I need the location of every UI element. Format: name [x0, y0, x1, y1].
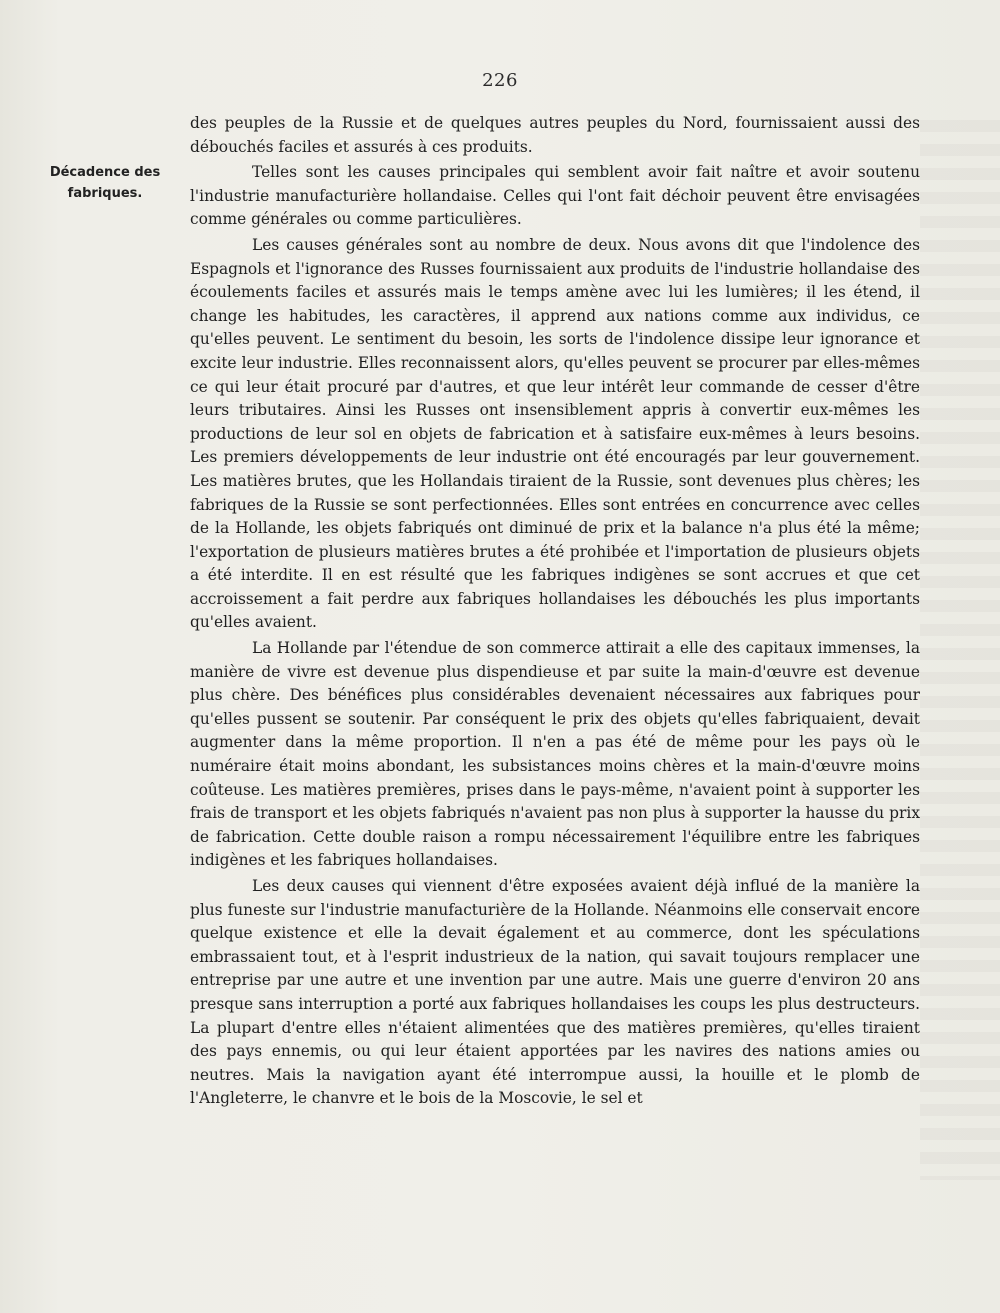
paragraph-continuation: des peuples de la Russie et de quelques autres peuples du Nord, fournissaient aussi des débouchés faciles et assurés à ces produits.: [190, 114, 920, 156]
page-number: 226: [482, 70, 518, 91]
paragraph: Les deux causes qui viennent d'être exposées avaient déjà influé de la manière la plus funeste sur l'industrie manufacturière de la Hollande. Néanmoins elle conservait encore quelque existence et elle la devait également et au commerce, dont les spéculations embrassaient tout, et à l'esprit industrieux de la nation, qui savait toujours remplacer une entreprise par une autre et une invention par une autre. Mais une guerre d'environ 20 ans presque sans interruption a porté aux fabriques hollandaises les coups les plus destructeurs. La plupart d'entre elles n'étaient alimentées que des matières premières, qu'elles tiraient des pays ennemis, ou qui leur étaient apportées par les navires des nations amies ou neutres. Mais la navigation ayant été interrompue aussi, la houille et le plomb de l'Angleterre, le chanvre et le bois de la Moscovie, le sel et: [190, 877, 920, 1108]
margin-note: [30, 162, 180, 204]
show-through-bleed: [920, 120, 1000, 1180]
paragraph: La Hollande par l'étendue de son commerce attirait a elle des capitaux immenses, la manière de vivre est devenue plus dispendieuse et par suite la main-d'œuvre est devenue plus chère. Des bénéfices plus considérables devenaient nécessaires aux fabriques pour qu'elles pussent se soutenir. Par conséquent le prix des objets qu'elles fabriquaient, devait augmenter dans la même proportion. Il n'en a pas été de même pour les pays où le numéraire était moins abondant, les subsistances moins chères et la main-d'œuvre moins coûteuse. Les matières premières, prises dans le pays-même, n'avaient point à supporter les frais de transport et les objets fabriqués n'avaient pas non plus à supporter la hausse du prix de fabrication. Cette double raison a rompu nécessairement l'équilibre entre les fabriques indigènes et les fabriques hollandaises.: [190, 639, 920, 870]
paragraph: Les causes générales sont au nombre de deux. Nous avons dit que l'indolence des Espagnols et l'ignorance des Russes fournissaient aux produits de l'industrie hollandaise des écoulements faciles et assurés mais le temps amène avec lui les lumières; il les étend, il change les habitudes, les caractères, il apprend aux nations comme aux individus, ce qu'elles peuvent. Le sentiment du besoin, les sorts de l'indolence dissipe leur ignorance et excite leur industrie. Elles reconnaissent alors, qu'elles peuvent se procurer par elles-mêmes ce qui leur était procuré par d'autres, et que leur intérêt leur commande de cesser d'être leurs tributaires. Ainsi les Russes ont insensiblement appris à convertir eux-mêmes les productions de leur sol en objets de fabrication et à satisfaire eux-mêmes à leurs besoins. Les premiers développements de leur industrie ont été encouragés par leur gouvernement. Les matières brutes, que les Hollandais tiraient de la Russie, sont devenues plus chères; les fabriques de la Russie se sont perfectionnées. Elles sont entrées en concurrence avec celles de la Hollande, les objets fabriqués ont diminué de prix et la balance n'a plus été la même; l'exportation de plusieurs matières brutes a été prohibée et l'importation de plusieurs objets a été interdite. Il en est résulté que les fabriques indigènes se sont accrues et que cet accroissement a fait perdre aux fabriques hollandaises les débouchés les plus importants qu'elles avaient.: [190, 235, 920, 632]
margin-note-line-2: fabriques.: [67, 186, 143, 201]
margin-note-line-1: Décadence des: [49, 165, 161, 180]
paragraph: Telles sont les causes principales qui semblent avoir fait naître et avoir soutenu l'industrie manufacturière hollandaise. Celles qui l'ont fait déchoir peuvent être envisagées comme générales ou comme particulières.: [190, 163, 920, 229]
body-text: [190, 112, 920, 1113]
